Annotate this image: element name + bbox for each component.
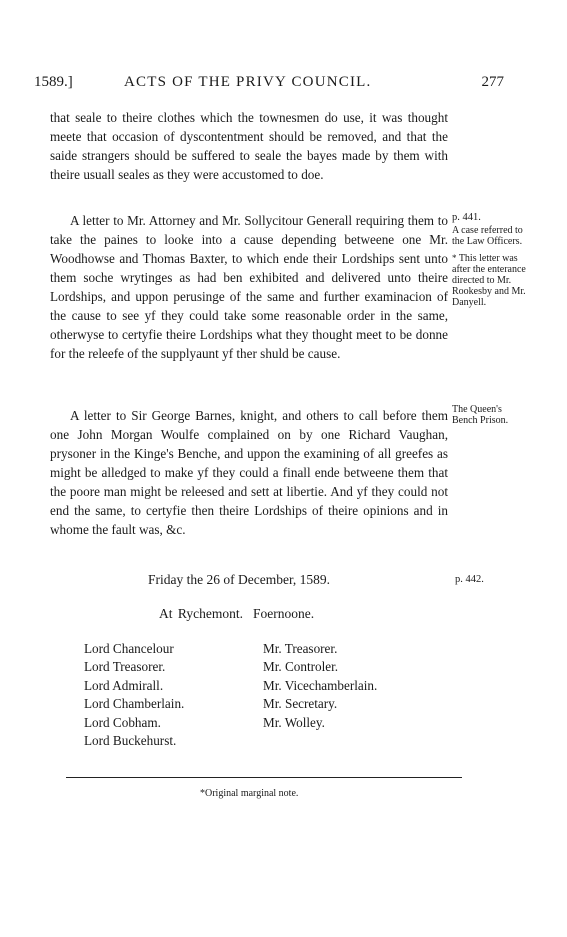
attendee: Lord Chamberlain. [84,696,185,712]
margin-note-queens-bench: The Queen's Bench Prison. [452,404,509,426]
attendee: Mr. Treasorer. [263,641,338,656]
header-title: ACTS OF THE PRIVY COUNCIL. [124,74,372,90]
attendee: Lord Chancelour [84,641,174,656]
attendee: Lord Treasorer. [84,659,166,675]
attendees-right-column [263,640,377,732]
paragraph-letter-attorney: A letter to Mr. Attorney and Mr. Sollycitour Generall requiring them to take the paines to looke into a cause depending betweene one Mr. Woodhowse and Thomas Baxter, to which ende their Lordships sent unto them soche wrytinges as had ben exhibited and delivered unto theire Lordships, and uppon perusinge of the same and further examinacion of the cause to see yf they could take some reasonable order in the same, otherwyse to certyfie theire Lordships what they thought meet to be donne for the releefe of the supplyaunt yf ther shuld be cause. [50,213,448,361]
meeting-date-heading: Friday the 26 of December, 1589. [148,572,331,587]
attendee: Mr. Wolley. [263,714,325,730]
attendee: Lord Buckehurst. [84,733,177,749]
meeting-time: Foernoone. [252,606,315,621]
footnote: *Original marginal note. [200,788,299,799]
paragraph-continuation: that seale to theire clothes which the townesmen do use, it was thought meete that occasion of dyscontentment should be removed, and that the saide strangers should be suffered to seale the bayes made by them with theire usuall seales as they were accustomed to doe. [50,110,448,182]
attendees-left-column [84,640,184,750]
attendee: Mr. Controler. [263,659,339,675]
attendee: Mr. Vicechamberlain. [263,677,378,693]
paragraph-letter-barnes: A letter to Sir George Barnes, knight, and others to call before them one John Morgan Woulfe complained on by one Richard Vaughan, prysoner in the Kinge's Benche, and uppon the examining of all greefes as might be alledged to make yf they could a finall ende betweene them that the poore man might be releesed and sett at libertie. And yf they could not end the same, to certyfie then theire Lordships of theire opinions and in whome the fault was, &c. [50,408,448,537]
meeting-location: At Rychemont. [159,606,243,621]
margin-subnote [452,253,528,308]
header-year: 1589.] [34,74,73,90]
meeting-page-ref: p. 442. [455,574,484,585]
footnote-marker: * [452,253,457,263]
attendee: Mr. Secretary. [263,696,338,712]
header-page-number: 277 [481,74,504,90]
margin-note-text: A case referred to the Law Officers. [452,225,523,247]
margin-subnote-text: This letter was after the enterance directed to Mr. Rookesby and Mr. Danyell. [452,253,526,308]
meeting-place [159,606,314,622]
margin-page-ref: p. 441. [452,212,481,223]
margin-note-law-officers [452,212,528,308]
running-header [34,74,504,98]
attendee: Lord Cobham. [84,714,161,730]
attendee: Lord Admirall. [84,677,164,693]
footnote-divider [66,777,462,778]
